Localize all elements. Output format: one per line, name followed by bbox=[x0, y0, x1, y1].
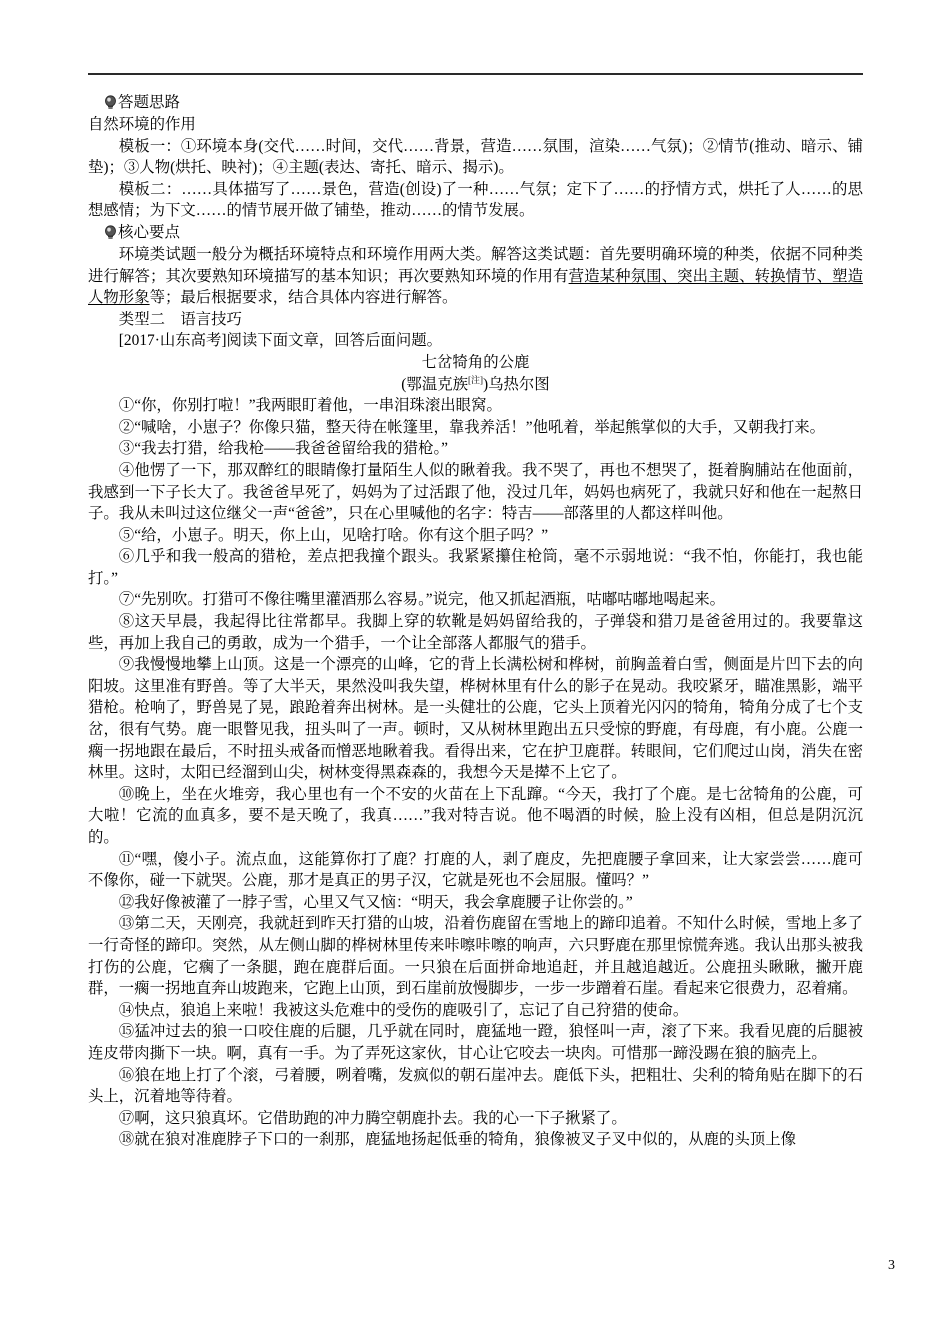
article-paragraph bbox=[88, 589, 863, 611]
article-paragraph bbox=[88, 1108, 863, 1130]
paragraph-marker: ⑱ bbox=[118, 1131, 135, 1149]
paragraph-marker: ① bbox=[118, 397, 135, 415]
paragraph-marker: ⑦ bbox=[118, 591, 135, 609]
paragraph-text: 这天早晨，我起得比往常都早。我脚上穿的软靴是妈妈留给我的，子弹袋和猎刀是爸爸用过的。我要靠这些，再加上我自己的勇敢，成为一个猎手，一个让全部落人都服气的猎手。 bbox=[88, 613, 863, 652]
article-paragraph bbox=[88, 654, 863, 784]
article-paragraph bbox=[88, 460, 863, 525]
paragraph-marker: ⑨ bbox=[118, 656, 135, 674]
paragraph-marker: ⑫ bbox=[118, 893, 135, 911]
article-paragraph bbox=[88, 1000, 863, 1022]
article-paragraph bbox=[88, 892, 863, 914]
paragraph-text: 猛冲过去的狼一口咬住鹿的后腿，几乎就在同时，鹿猛地一蹬，狼怪叫一声，滚了下来。我看见鹿的后腿被连皮带肉撕下一块。啊，真有一手。为了弄死这家伙，甘心让它咬去一块肉。可惜那一蹄没踢在狼的脑壳上。 bbox=[88, 1023, 863, 1062]
article-paragraph bbox=[88, 546, 863, 589]
paragraph-text: 晚上，坐在火堆旁，我心里也有一个不安的火苗在上下乱蹿。“今天，我打了个鹿。是七岔犄角的公鹿，可大啦！它流的血真多，要不是天晚了，我真……”我对特吉说。他不喝酒的时候，脸上没有凶相，但总是阴沉沉的。 bbox=[88, 785, 863, 846]
core-points-post: 等；最后根据要求，结合具体内容进行解答。 bbox=[149, 289, 458, 307]
paragraph-text: 狼在地上打了个滚，弓着腰，咧着嘴，发疯似的朝石崖冲去。鹿低下头，把粗壮、尖利的犄角贴在脚下的石头上，沉着地等待着。 bbox=[88, 1066, 863, 1106]
article-paragraph bbox=[88, 849, 863, 892]
core-points-pre: 环境类试题一般分为概括环境特点和环境作用两大类。解答这类试题：首先要明确环境的种类，依据不同种类进行解答；其次要熟知环境描写的基本知识；再次要熟知环境的作用有 bbox=[88, 245, 863, 285]
paragraph-natural-env-role: 自然环境的作用 bbox=[88, 116, 196, 133]
paragraph-text: 啊，这只狼真坏。它借助跑的冲力腾空朝鹿扑去。我的心一下子揪紧了。 bbox=[134, 1109, 627, 1127]
article-paragraph bbox=[88, 1065, 863, 1108]
paragraph-text: 就在狼对准鹿脖子下口的一刹那，鹿猛地扬起低垂的犄角，狼像被叉子叉中似的，从鹿的头顶上像 bbox=[134, 1131, 797, 1149]
paragraph-text: 他愣了一下，那双醉红的眼睛像打量陌生人似的瞅着我。我不哭了，再也不想哭了，挺着胸脯站在他面前，我感到一下子长大了。我爸爸早死了，妈妈为了过活跟了他，没过几年，妈妈也病死了，我就只好和他在一起熬日子。我从未叫过这位继父一声“爸爸”，只在心里喊他的名字：特吉——部落里的人都这样叫他。 bbox=[88, 461, 863, 523]
paragraph-marker: ③ bbox=[118, 440, 135, 458]
source-line: [2017·山东高考]阅读下面文章，回答后面问题。 bbox=[118, 332, 442, 350]
paragraph-template-one: 模板一：①环境本身(交代……时间，交代……背景，营造……氛围，渲染……气氛)；②情节(推动、暗示、铺垫)；③人物(烘托、映衬)；④主题(表达、寄托、暗示、揭示)。 bbox=[88, 137, 863, 177]
article-paragraph bbox=[88, 784, 863, 849]
paragraph-text: “你，你别打啦！”我两眼盯着他，一串泪珠滚出眼窝。 bbox=[134, 397, 502, 415]
paragraph-marker: ⑮ bbox=[118, 1023, 135, 1041]
paragraph-marker: ④ bbox=[118, 461, 135, 479]
paragraph-marker: ⑰ bbox=[118, 1109, 135, 1127]
paragraph-text: 快点，狼追上来啦！我被这头危难中的受伤的鹿吸引了，忘记了自己狩猎的使命。 bbox=[134, 1001, 689, 1019]
lightbulb-icon bbox=[104, 95, 117, 110]
article-paragraph bbox=[88, 525, 863, 547]
paragraph-marker: ⑯ bbox=[118, 1066, 135, 1084]
paragraph-marker: ⑤ bbox=[118, 526, 135, 544]
paragraph-marker: ⑬ bbox=[118, 915, 135, 933]
paragraph-marker: ② bbox=[118, 418, 135, 436]
author-note-marker: [注] bbox=[468, 374, 483, 385]
paragraph-marker: ⑭ bbox=[118, 1001, 135, 1019]
paragraph-text: 第二天，天刚亮，我就赶到昨天打猎的山坡，沿着伤鹿留在雪地上的蹄印追着。不知什么时候，雪地上多了一行奇怪的蹄印。突然，从左侧山脚的桦树林里传来咔嚓咔嚓的响声，六只野鹿在那里惊慌奔逃。我认出那头被我打伤的公鹿，它瘸了一条腿，跑在鹿群后面。一只狼在后面拼命地追赶，并且越追越近。公鹿扭头瞅瞅，撇开鹿群，一瘸一拐地直奔山坡跑来，它跑上山顶，到石崖前放慢脚步，一步一步蹭着石崖。看起来它很费力，忍着痛。 bbox=[88, 915, 863, 998]
type-heading: 类型二 语言技巧 bbox=[118, 310, 242, 328]
author-suffix: )乌热尔图 bbox=[483, 375, 550, 393]
paragraph-text: “我去打猎，给我枪——我爸爸留给我的猎枪。” bbox=[134, 440, 448, 458]
section-heading-answer-approach bbox=[88, 92, 863, 113]
article-title: 七岔犄角的公鹿 bbox=[421, 353, 530, 371]
paragraph-text: 我好像被灌了一脖子雪，心里又气又恼：“明天，我会拿鹿腰子让你尝的。” bbox=[134, 893, 633, 911]
article-paragraph bbox=[88, 1021, 863, 1064]
paragraph-text: “先别吹。打猎可不像往嘴里灌酒那么容易。”说完，他又抓起酒瓶，咕嘟咕嘟地喝起来。 bbox=[134, 591, 726, 609]
article-paragraph bbox=[88, 1129, 863, 1151]
article-author bbox=[88, 374, 863, 396]
author-prefix: (鄂温克族 bbox=[401, 375, 468, 393]
core-points-underlined: 营造某种氛围、突出主题、转换情节、塑造人物形象 bbox=[88, 267, 863, 307]
article-paragraph bbox=[88, 913, 863, 999]
page-number: 3 bbox=[888, 1258, 895, 1273]
paragraph-text: “喊啥，小崽子？你像只猫，整天待在帐篷里，靠我养活！”他吼着，举起熊掌似的大手，又朝我打来。 bbox=[134, 418, 826, 436]
section-heading-core-points bbox=[88, 222, 863, 243]
paragraph-marker: ⑧ bbox=[118, 613, 135, 631]
paragraph-core-points bbox=[88, 244, 863, 309]
paragraph-text: “嘿，傻小子。流点血，这能算你打了鹿？打鹿的人，剥了鹿皮，先把鹿腰子拿回来，让大家尝尝……鹿可不像你，碰一下就哭。公鹿，那才是真正的男子汉，它就是死也不会屈服。懂吗？” bbox=[88, 850, 863, 890]
paragraph-text: 几乎和我一般高的猎枪，差点把我撞个跟头。我紧紧攥住枪筒，毫不示弱地说：“我不怕，你能打，我也能打。” bbox=[88, 548, 863, 587]
paragraph-marker: ⑪ bbox=[118, 850, 135, 868]
paragraph-marker: ⑥ bbox=[118, 548, 135, 566]
paragraph-text: “给，小崽子。明天，你上山，见啥打啥。你有这个胆子吗？” bbox=[134, 526, 549, 544]
article-paragraph bbox=[88, 611, 863, 654]
lightbulb-icon bbox=[104, 225, 117, 240]
paragraph-marker: ⑩ bbox=[118, 785, 135, 803]
section-heading-label: 核心要点 bbox=[118, 223, 181, 241]
article-paragraph bbox=[88, 438, 863, 460]
paragraph-template-two: 模板二：……具体描写了……景色，营造(创设)了一种……气氛；定下了……的抒情方式，烘托了人……的思想感情；为下文……的情节展开做了铺垫，推动……的情节发展。 bbox=[88, 180, 863, 220]
page-content bbox=[88, 92, 863, 1151]
section-heading-label: 答题思路 bbox=[118, 94, 181, 111]
article-paragraph bbox=[88, 417, 863, 439]
paragraph-text: 我慢慢地攀上山顶。这是一个漂亮的山峰，它的背上长满松树和桦树，前胸盖着白雪，侧面是片凹下去的向阳坡。这里准有野兽。等了大半天，果然没叫我失望，桦树林里有什么的影子在晃动。我咬紧牙，瞄准黑影，端平猎枪。枪响了，野兽晃了晃，踉跄着奔出树林。是一头健壮的公鹿，它头上顶着光闪闪的犄角，犄角分成了七个支岔，很有气势。鹿一眼瞥见我，扭头叫了一声。顿时，又从树林里跑出五只受惊的野鹿，有母鹿，有小鹿。公鹿一瘸一拐地跟在最后，不时扭头戒备而憎恶地瞅着我。看得出来，它在护卫鹿群。转眼间，它们爬过山岗，消失在密林里。这时，太阳已经溜到山尖，树林变得黑森森的，我想今天是撵不上它了。 bbox=[88, 656, 863, 782]
article-paragraph bbox=[88, 395, 863, 417]
header-rule bbox=[88, 73, 863, 75]
